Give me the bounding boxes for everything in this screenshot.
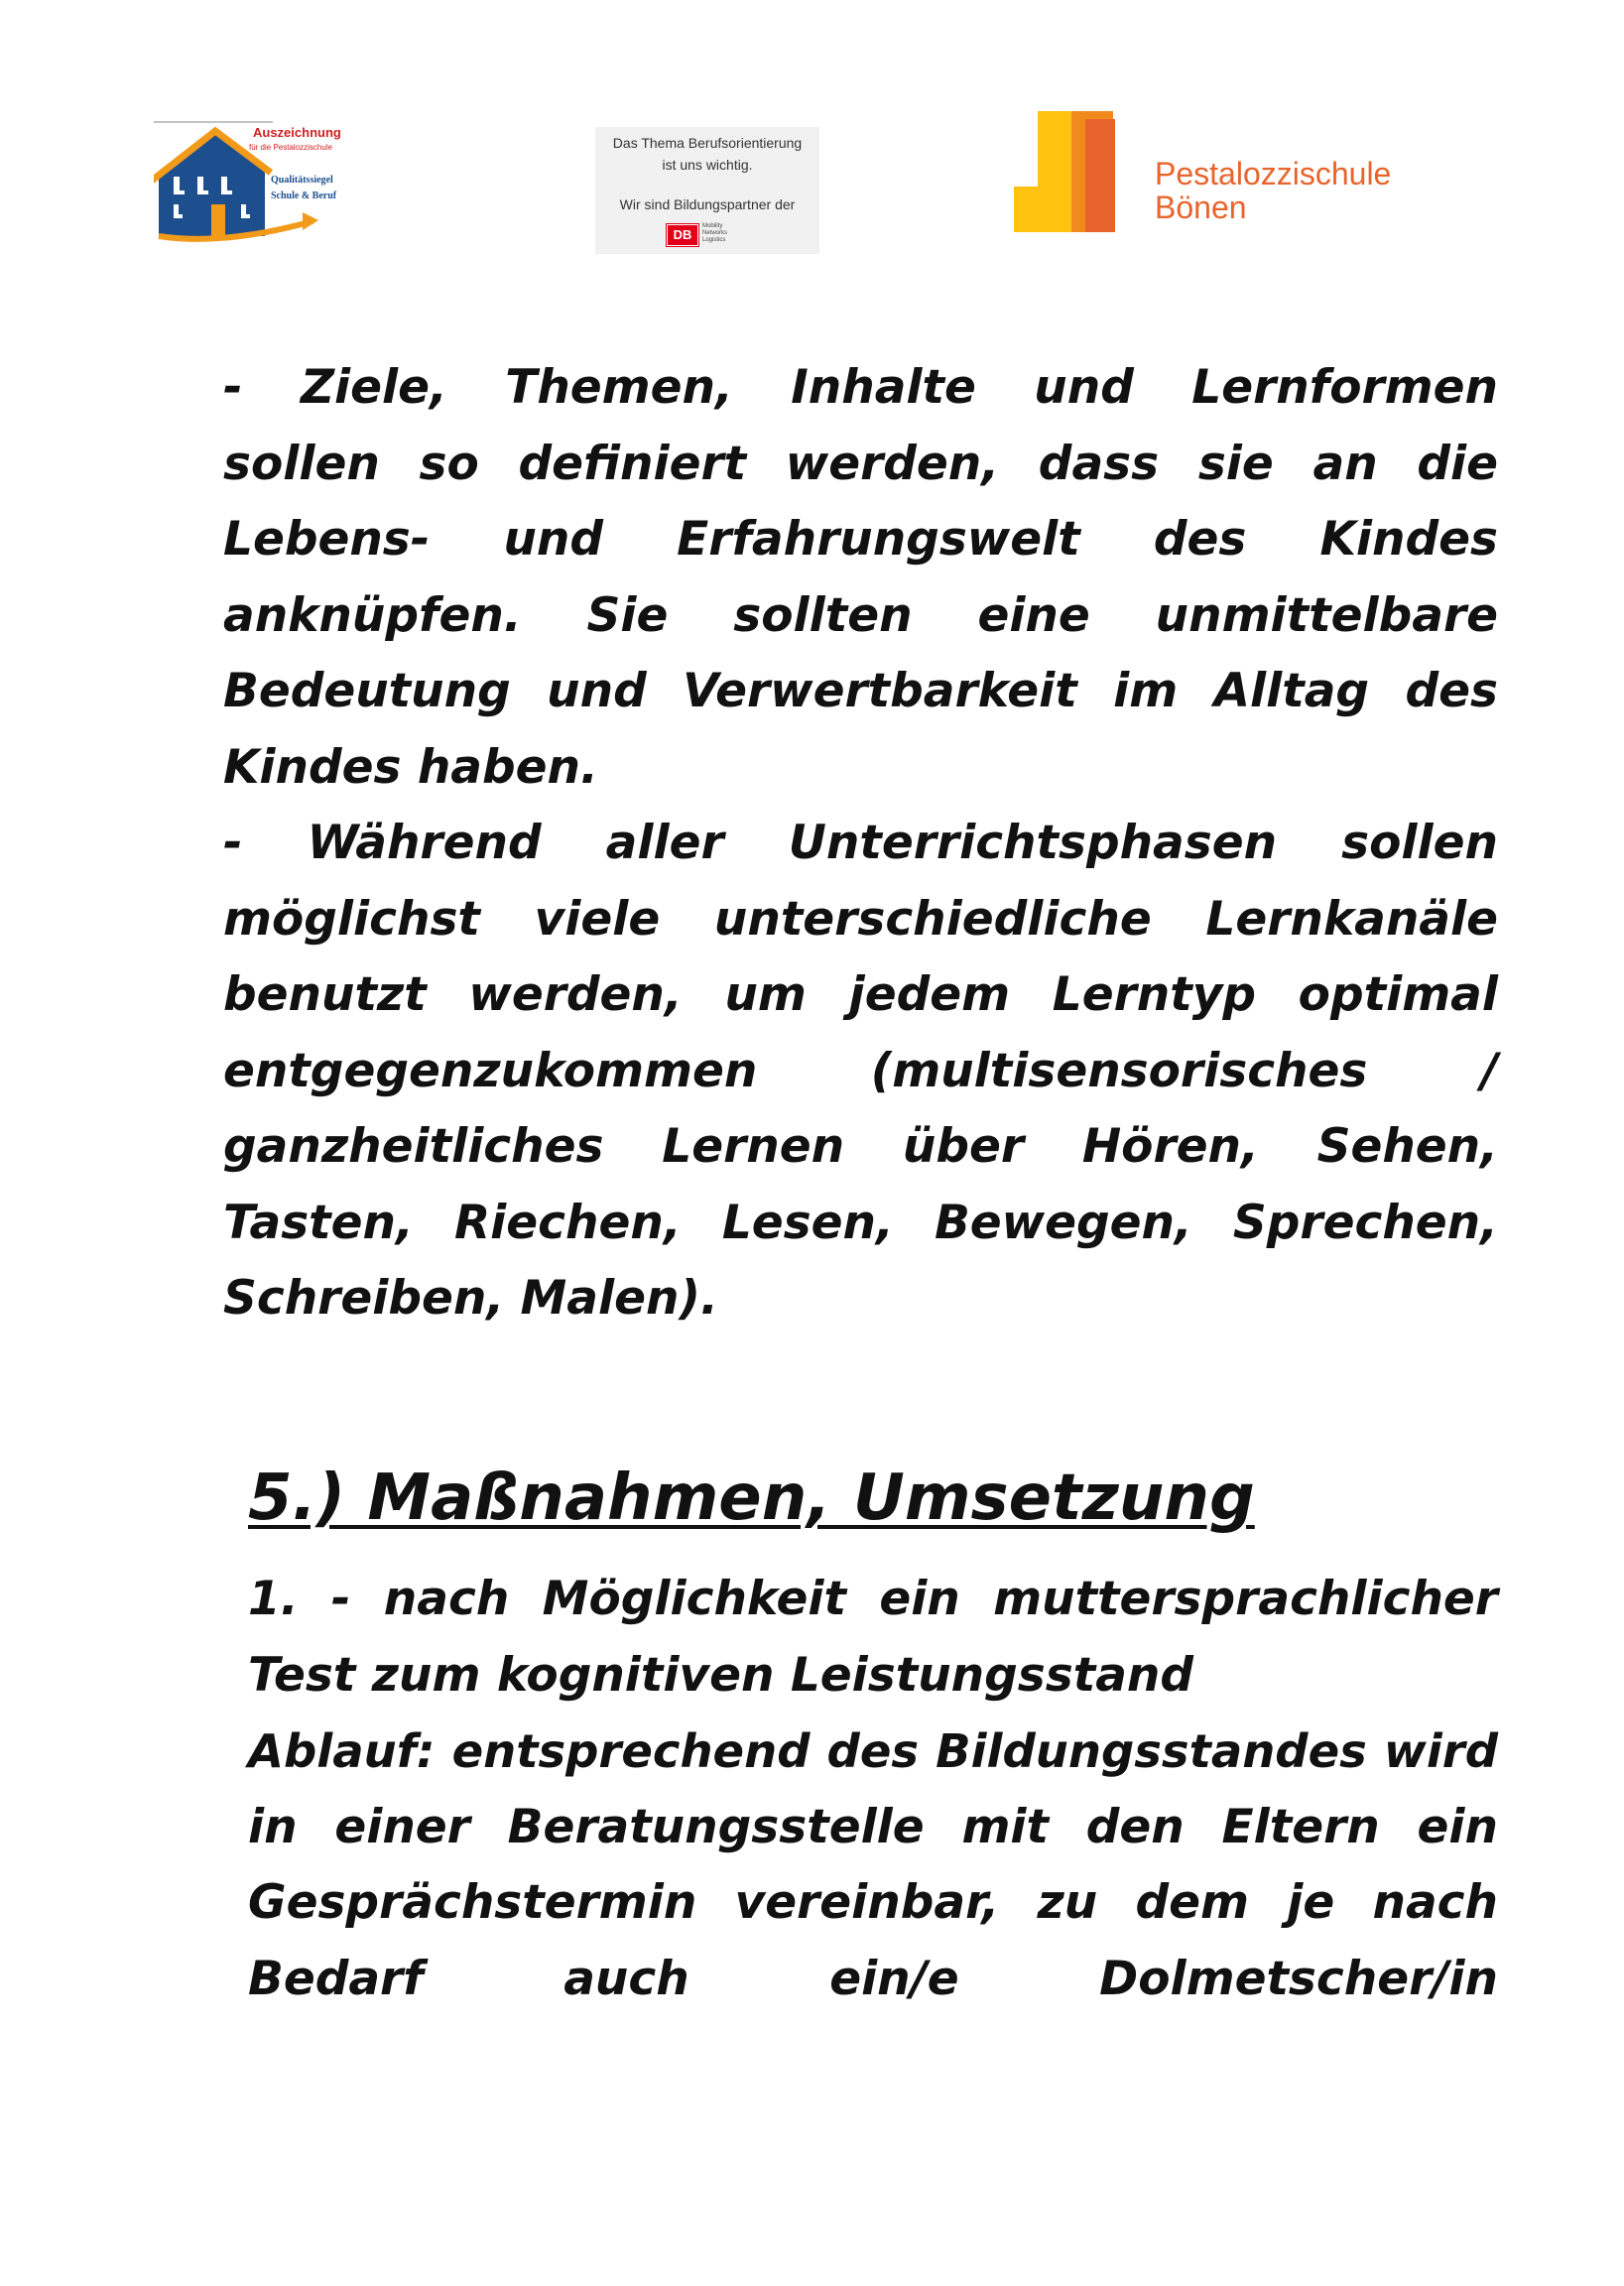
text-line: Gesprächstermin vereinbar, zu dem je nach [248, 1875, 1498, 1930]
section-heading: 5.) Maßnahmen, Umsetzung [248, 1461, 1255, 1535]
school-mark-icon [1014, 111, 1153, 235]
partner-line-1: Das Thema Berufsorientierung [612, 135, 803, 151]
text-line: Bedeutung und Verwertbarkeit im Alltag des [223, 664, 1498, 718]
text-line: anknüpfen. Sie sollten eine unmittelbare [223, 587, 1498, 643]
text-line: Lebens- und Erfahrungswelt des Kindes [223, 512, 1498, 567]
school-name-line-2: Bönen [1155, 190, 1247, 225]
text-line: sollen so definiert werden, dass sie an die [223, 436, 1498, 491]
text-line: Test zum kognitiven Leistungsstand [248, 1647, 1194, 1703]
qualitaetssiegel-logo [154, 117, 367, 251]
school-name-line-1: Pestalozzischule [1155, 156, 1392, 191]
partner-line-3: Wir sind Bildungspartner der [619, 196, 796, 212]
school-name [1155, 157, 1391, 224]
text-line: 1. - nach Möglichkeit ein muttersprachlicher [248, 1572, 1498, 1626]
pestalozzischule-logo [1014, 111, 1431, 235]
text-line: - Während aller Unterrichtsphasen sollen [223, 816, 1498, 870]
text-line: ganzheitliches Lernen über Hören, Sehen, [223, 1119, 1498, 1174]
logo-subtitle: für die Pestalozzischule [249, 143, 333, 152]
text-line: Bedarf auch ein/e Dolmetscher/in [248, 1951, 1498, 2006]
text-line: möglichst viele unterschiedliche Lernkanäle [223, 891, 1498, 947]
paragraph-goals [223, 350, 1498, 1337]
db-logo: DB [667, 224, 698, 246]
seal-line-1: Qualitätssiegel [271, 175, 333, 186]
text-line: in einer Beratungsstelle mit den Eltern ein [248, 1799, 1498, 1854]
db-subtext: Mobility Networks Logistics [702, 223, 728, 243]
logo-title: Auszeichnung [253, 125, 341, 140]
bildungspartner-logo [595, 127, 819, 254]
text-line: Kindes haben. [223, 739, 598, 795]
text-line: benutzt werden, um jedem Lerntyp optimal [223, 967, 1498, 1022]
text-line: - Ziele, Themen, Inhalte und Lernformen [223, 360, 1498, 415]
partner-line-2: ist uns wichtig. [662, 157, 753, 173]
paragraph-measures [248, 1562, 1498, 2017]
text-line: Schreiben, Malen). [223, 1271, 718, 1326]
seal-line-2: Schule & Beruf [271, 190, 337, 201]
text-line: entgegenzukommen (multisensorisches / [223, 1043, 1498, 1098]
text-line: Tasten, Riechen, Lesen, Bewegen, Sprechen, [223, 1195, 1498, 1250]
text-line: Ablauf: entsprechend des Bildungsstandes wird [248, 1724, 1498, 1778]
